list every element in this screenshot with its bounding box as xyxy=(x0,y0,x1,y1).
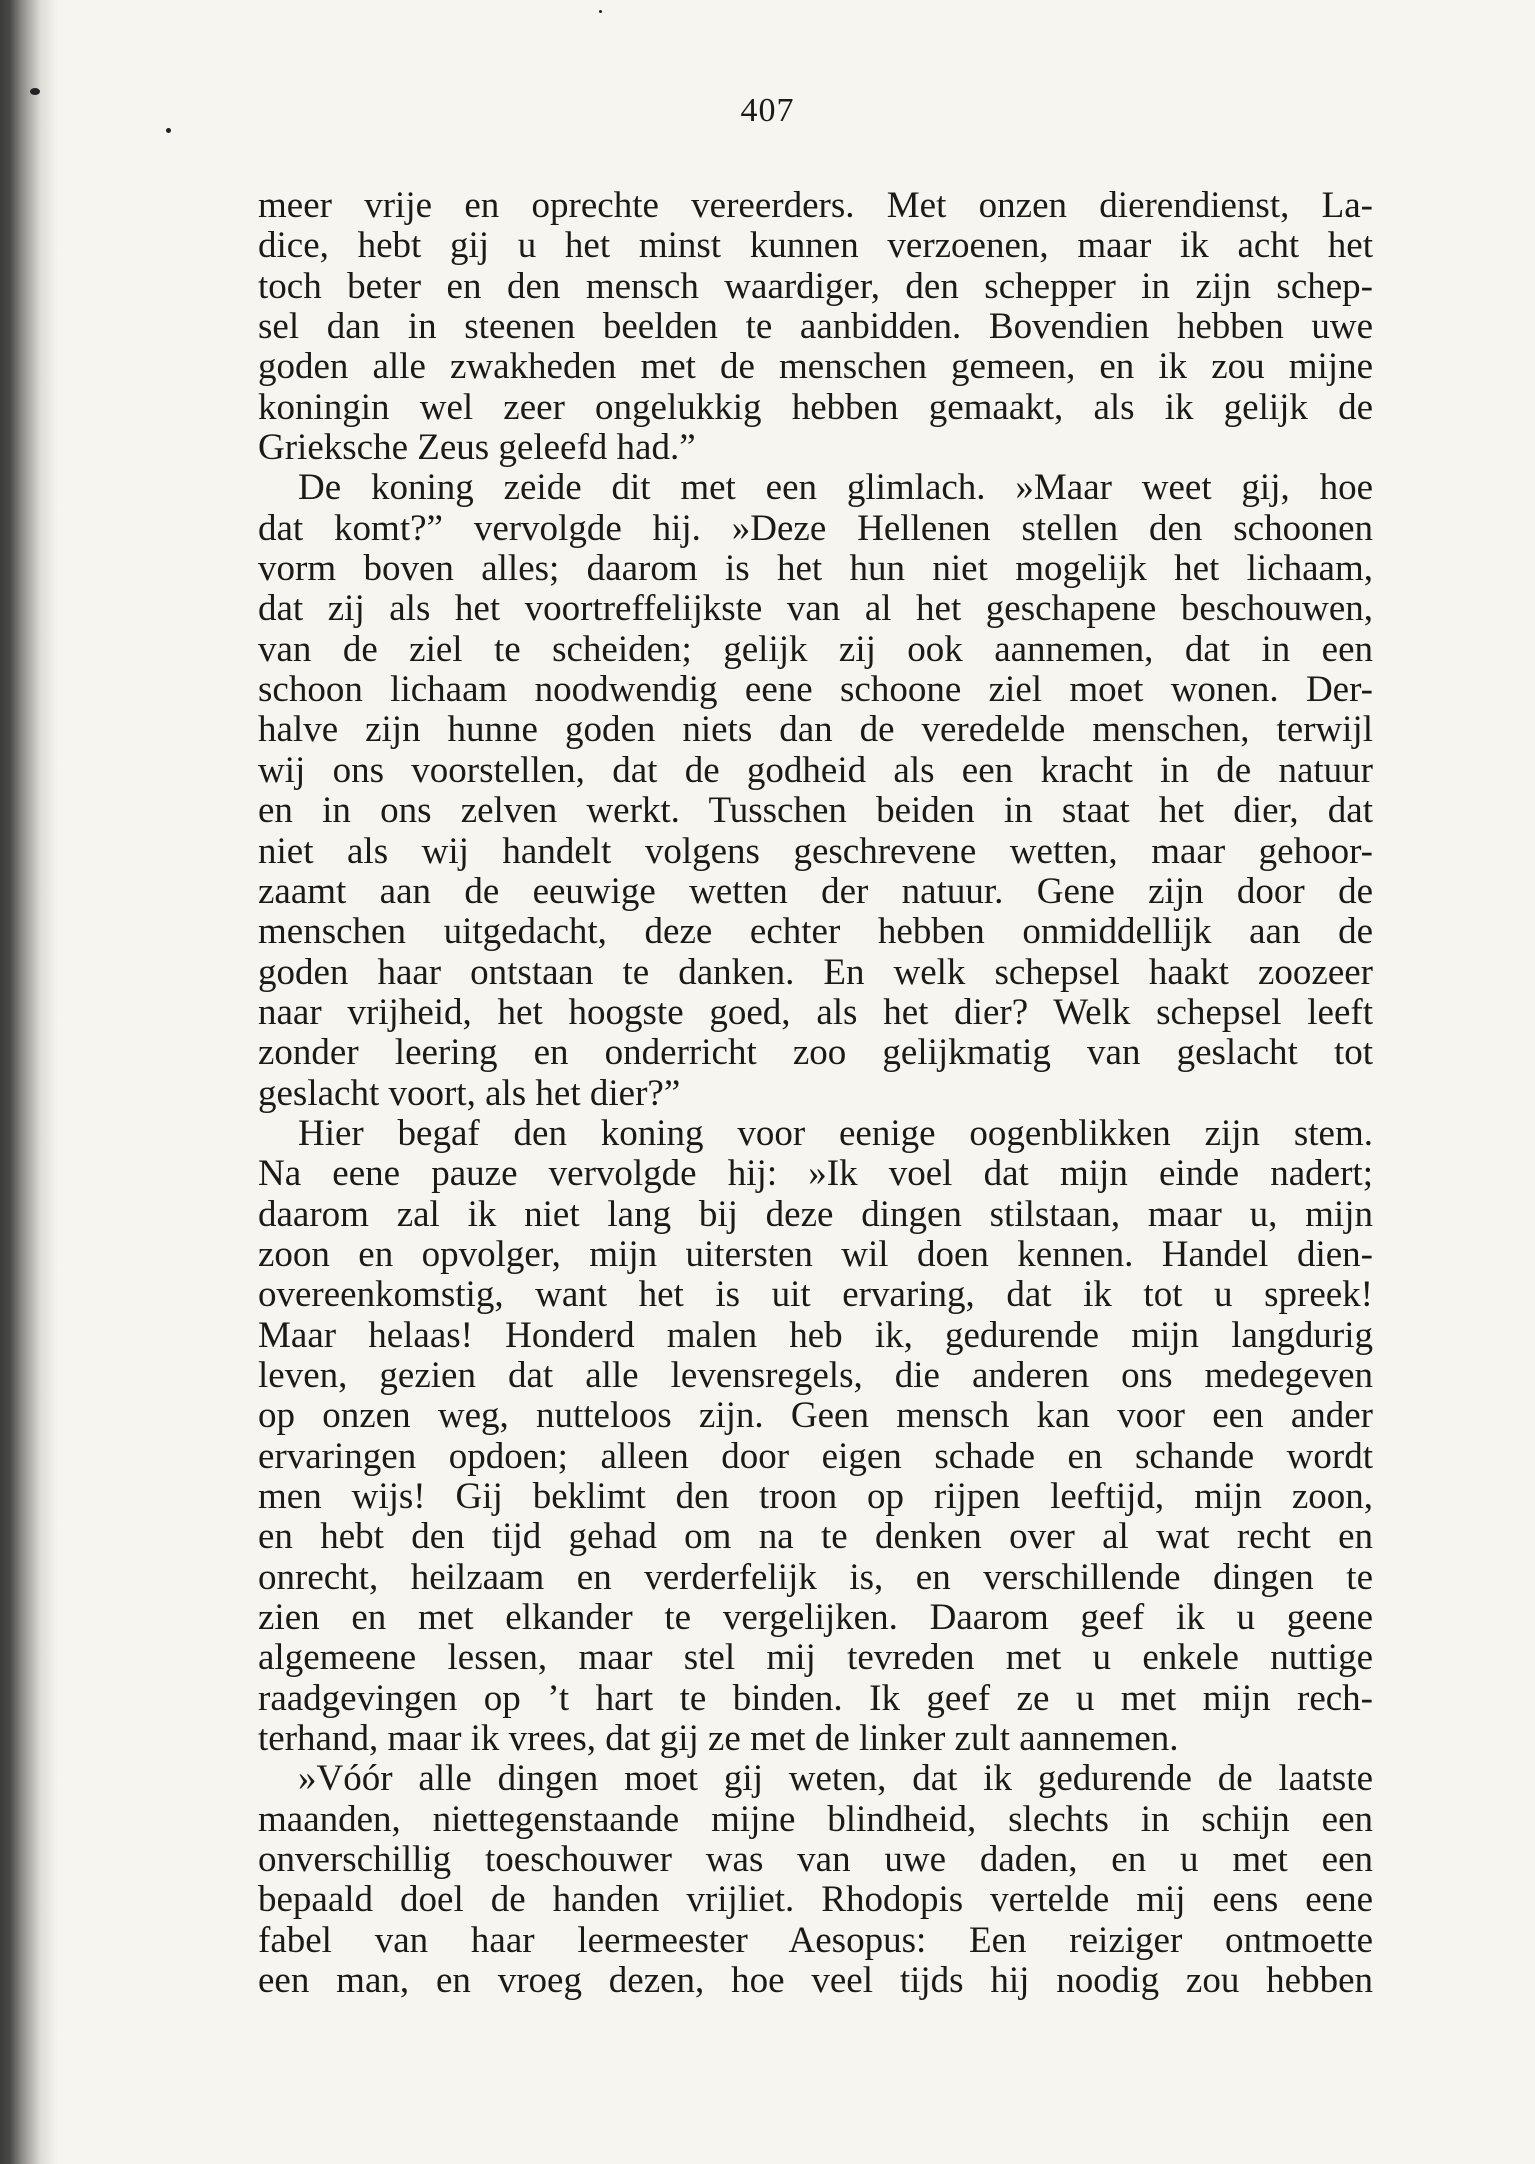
page-number: 407 xyxy=(740,92,795,129)
text-line: halve zijn hunne goden niets dan de veredelde menschen, terwijl xyxy=(258,709,1373,751)
text-line: zonder leering en onderricht zoo gelijkmatig van geslacht tot xyxy=(258,1032,1373,1074)
text-line: naar vrijheid, het hoogste goed, als het dier? Welk schepsel leeft xyxy=(258,991,1373,1033)
text-line: maanden, niettegenstaande mijne blindheid, slechts in schijn een xyxy=(258,1798,1373,1840)
text-line: goden alle zwakheden met de menschen gemeen, en ik zou mijne xyxy=(258,346,1373,388)
text-line: Hier begaf den koning voor eenige oogenblikken zijn stem. xyxy=(298,1112,1373,1154)
text-line: menschen uitgedacht, deze echter hebben onmiddellijk aan de xyxy=(258,911,1373,953)
text-line: meer vrije en oprechte vereerders. Met onzen dierendienst, La- xyxy=(258,185,1373,226)
text-line: raadgevingen op ’t hart te binden. Ik geef ze u met mijn rech- xyxy=(258,1677,1373,1719)
text-line: daarom zal ik niet lang bij deze dingen stilstaan, maar u, mijn xyxy=(258,1193,1373,1235)
text-line: van de ziel te scheiden; gelijk zij ook aannemen, dat in een xyxy=(258,628,1373,670)
text-line: Grieksche Zeus geleefd had.” xyxy=(258,427,696,469)
text-line: zoon en opvolger, mijn uitersten wil doen kennen. Handel dien- xyxy=(258,1233,1373,1275)
text-line: op onzen weg, nutteloos zijn. Geen mensch kan voor een ander xyxy=(258,1395,1373,1437)
text-line: en in ons zelven werkt. Tusschen beiden in staat het dier, dat xyxy=(258,790,1373,832)
text-line: dat komt?” vervolgde hij. »Deze Hellenen stellen den schoonen xyxy=(258,507,1373,549)
text-line: niet als wij handelt volgens geschrevene wetten, maar gehoor- xyxy=(258,830,1373,872)
text-line: wij ons voorstellen, dat de godheid als een kracht in de natuur xyxy=(258,749,1373,791)
text-line: toch beter en den mensch waardiger, den schepper in zijn schep- xyxy=(258,265,1373,307)
text-line: zaamt aan de eeuwige wetten der natuur. Gene zijn door de xyxy=(258,870,1373,912)
text-line: Maar helaas! Honderd malen heb ik, gedurende mijn langdurig xyxy=(258,1314,1373,1356)
text-line: De koning zeide dit met een glimlach. »Maar weet gij, hoe xyxy=(298,467,1373,509)
text-line: men wijs! Gij beklimt den troon op rijpen leeftijd, mijn zoon, xyxy=(258,1476,1373,1517)
text-line: schoon lichaam noodwendig eene schoone ziel moet wonen. Der- xyxy=(258,669,1373,711)
text-line: en hebt den tijd gehad om na te denken over al wat recht en xyxy=(258,1516,1373,1558)
text-line: »Vóór alle dingen moet gij weten, dat ik gedurende de laatste xyxy=(298,1758,1373,1800)
text-line: zien en met elkander te vergelijken. Daarom geef ik u geene xyxy=(258,1597,1373,1639)
body-text xyxy=(258,186,1373,2001)
text-line: algemeene lessen, maar stel mij tevreden met u enkele nuttige xyxy=(258,1637,1373,1679)
scan-speck xyxy=(599,10,602,13)
scan-binding-edge xyxy=(0,0,58,2164)
text-line: goden haar ontstaan te danken. En welk schepsel haakt zoozeer xyxy=(258,951,1373,993)
text-line: fabel van haar leermeester Aesopus: Een reiziger ontmoette xyxy=(258,1919,1373,1961)
text-line: leven, gezien dat alle levensregels, die anderen ons medegeven xyxy=(258,1354,1373,1396)
text-line: dice, hebt gij u het minst kunnen verzoenen, maar ik acht het xyxy=(258,225,1373,267)
text-line: geslacht voort, als het dier?” xyxy=(258,1072,681,1114)
text-line: een man, en vroeg dezen, hoe veel tijds hij noodig zou hebben xyxy=(258,1960,1373,2002)
text-line: onrecht, heilzaam en verderfelijk is, en verschillende dingen te xyxy=(258,1556,1373,1598)
text-line: koningin wel zeer ongelukkig hebben gemaakt, als ik gelijk de xyxy=(258,386,1373,428)
text-line: Na eene pauze vervolgde hij: »Ik voel dat mijn einde nadert; xyxy=(258,1153,1373,1195)
text-line: onverschillig toeschouwer was van uwe daden, en u met een xyxy=(258,1839,1373,1881)
text-line: ervaringen opdoen; alleen door eigen schade en schande wordt xyxy=(258,1435,1373,1477)
text-line: overeenkomstig, want het is uit ervaring, dat ik tot u spreek! xyxy=(258,1274,1373,1316)
text-line: sel dan in steenen beelden te aanbidden. Bovendien hebben uwe xyxy=(258,306,1373,348)
text-line: terhand, maar ik vrees, dat gij ze met de linker zult aannemen. xyxy=(258,1718,1179,1760)
text-line: dat zij als het voortreffelijkste van al het geschapene beschouwen, xyxy=(258,588,1373,630)
text-line: bepaald doel de handen vrijliet. Rhodopis vertelde mij eens eene xyxy=(258,1879,1373,1921)
text-line: vorm boven alles; daarom is het hun niet mogelijk het lichaam, xyxy=(258,548,1373,590)
